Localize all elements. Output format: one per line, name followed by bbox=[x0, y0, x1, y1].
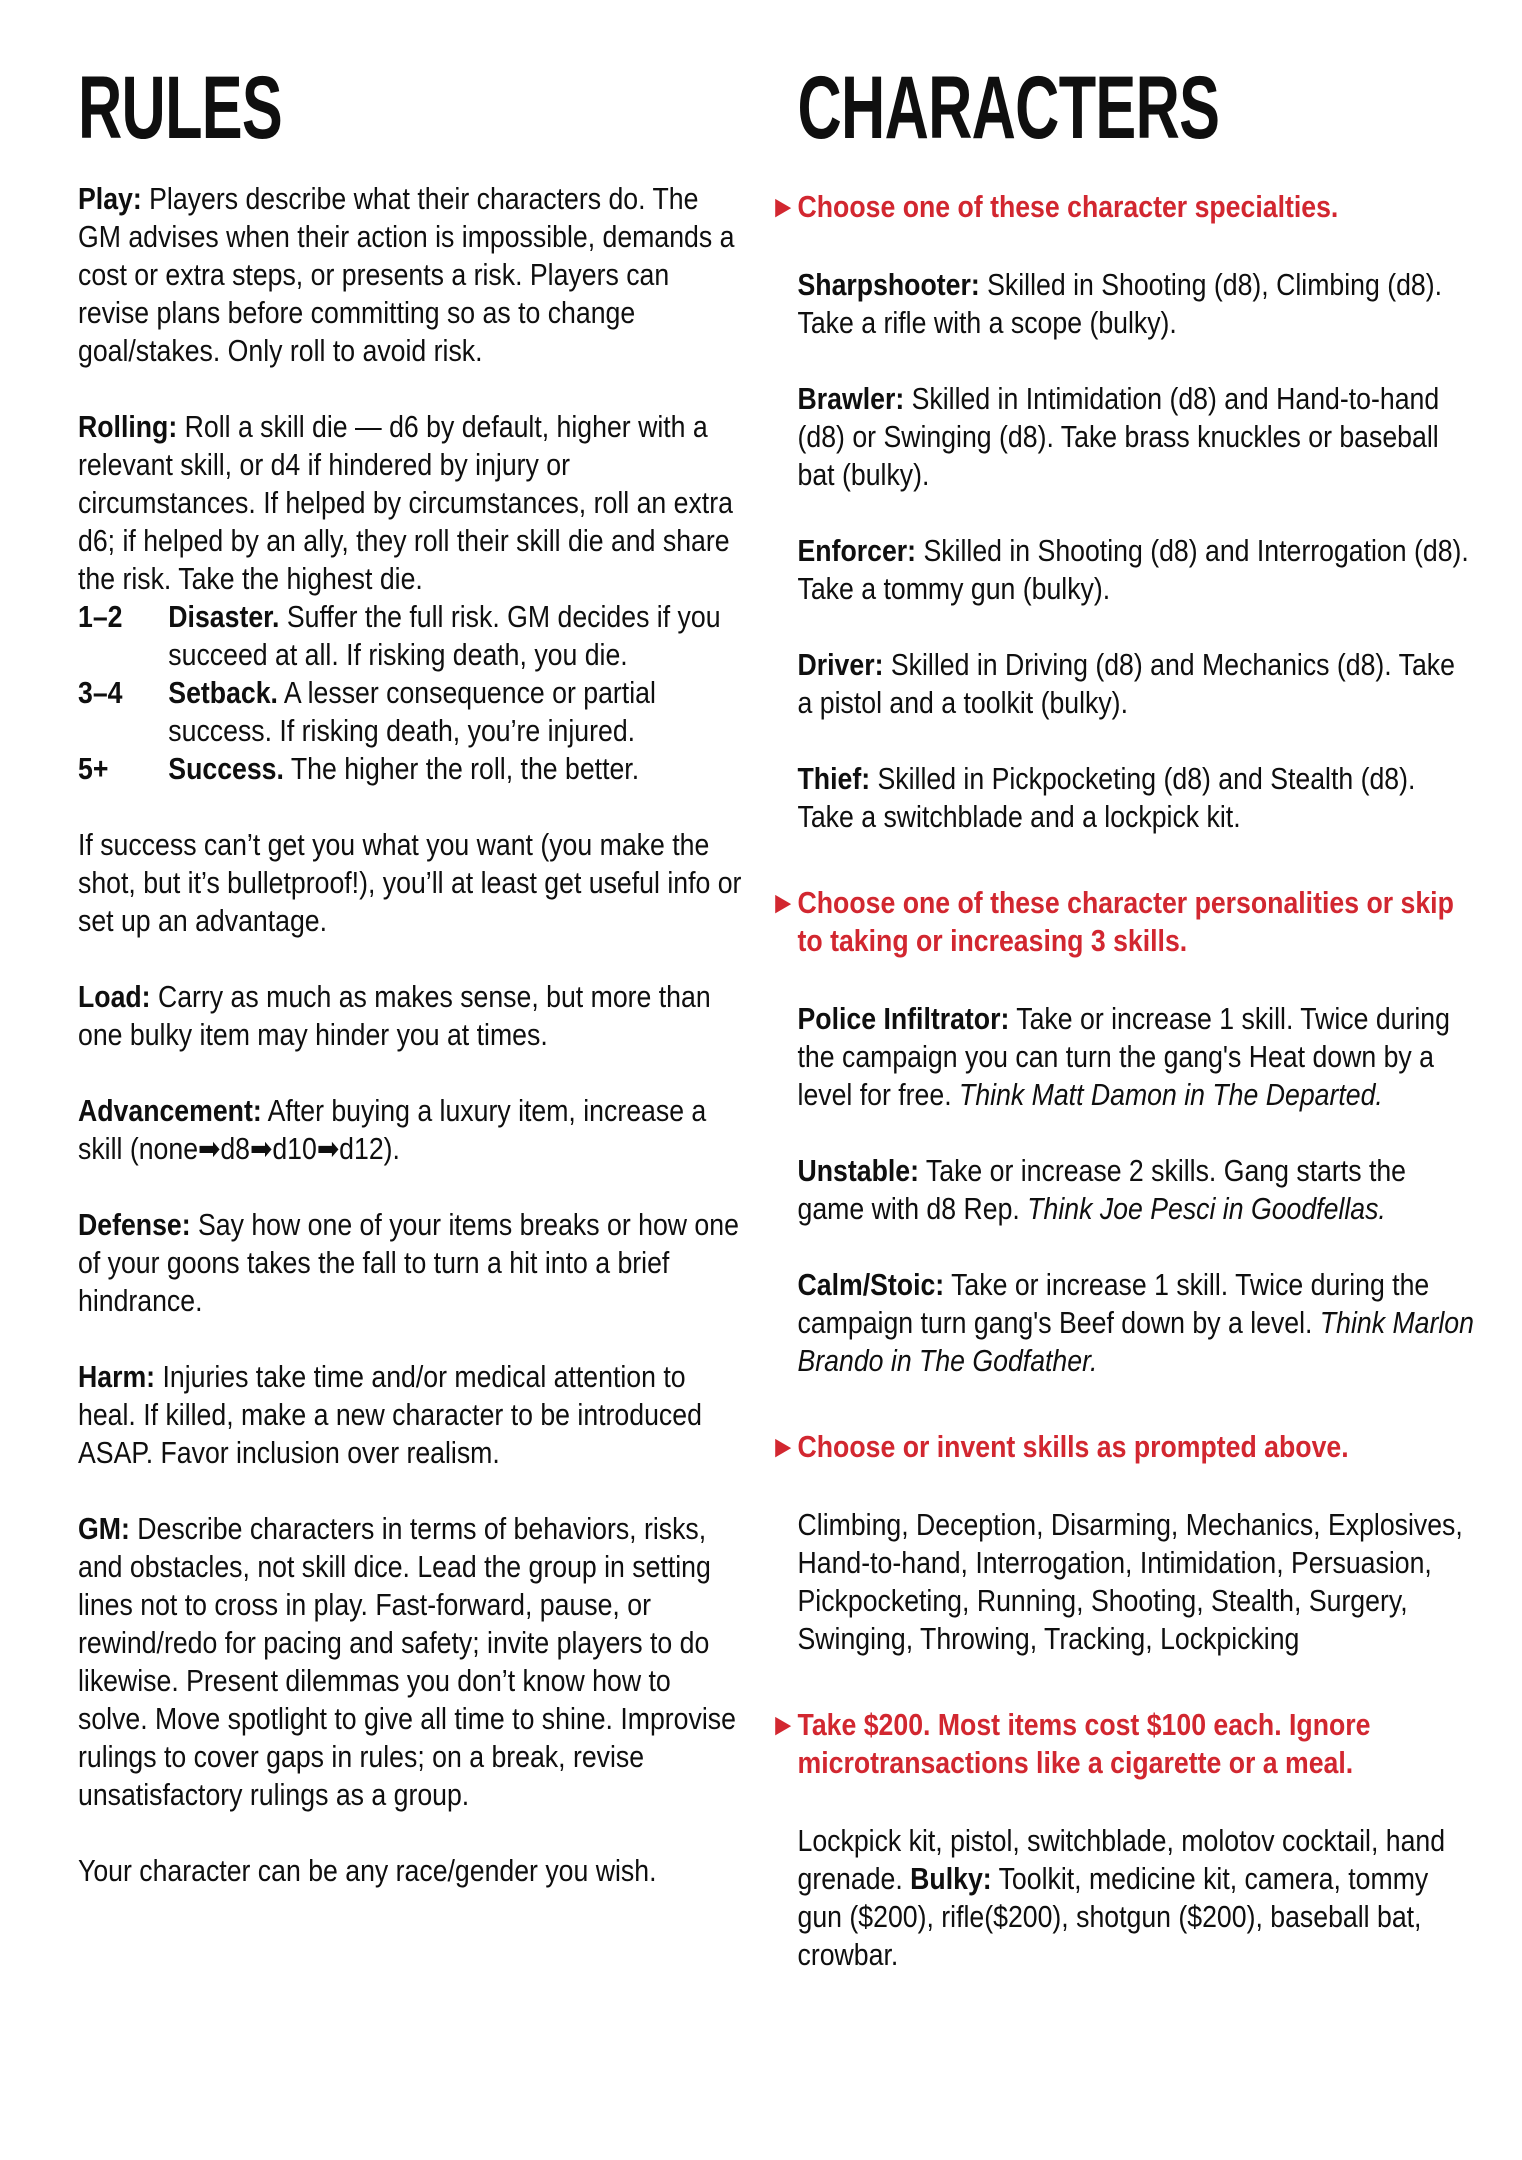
paragraph bbox=[78, 1510, 743, 1814]
rules-title bbox=[78, 55, 743, 160]
text-run: Take or increase 1 skill. Twice during the campaign you can turn the gang's Heat down by a level for free. bbox=[797, 1001, 1450, 1112]
characters-column bbox=[770, 55, 1475, 2012]
section-heading-text bbox=[798, 1428, 1476, 1466]
paragraph bbox=[78, 826, 743, 940]
text-run: Think Marlon Brando in The Godfather. bbox=[797, 1305, 1474, 1378]
characters-title-text: CHARACTERS bbox=[797, 57, 1220, 157]
text-run: Thief: bbox=[797, 761, 871, 796]
text-run: Think Joe Pesci in Goodfellas. bbox=[1027, 1191, 1386, 1226]
paragraph bbox=[78, 978, 743, 1054]
section-heading bbox=[770, 884, 1475, 960]
text-run: The higher the roll, the better. bbox=[283, 751, 640, 786]
paragraph bbox=[798, 1822, 1476, 1974]
paragraph bbox=[798, 380, 1476, 494]
paragraph bbox=[798, 1266, 1476, 1380]
paragraph bbox=[798, 266, 1476, 342]
text-run: Say how one of your items breaks or how one of your goons takes the fall to turn a hit into a brief hindrance. bbox=[78, 1207, 739, 1318]
text-run: Driver: bbox=[797, 647, 884, 682]
heading-text-run: Choose one of these character specialties. bbox=[797, 189, 1339, 224]
text-run: Setback. bbox=[168, 675, 278, 710]
rules-column bbox=[78, 55, 743, 1928]
heading-text-run: Choose one of these character personalities or skip to taking or increasing 3 skills. bbox=[797, 885, 1454, 958]
section-heading bbox=[770, 1706, 1475, 1782]
paragraph bbox=[798, 1152, 1476, 1228]
bullet-arrow-icon: ► bbox=[770, 885, 797, 920]
text-run: GM: bbox=[78, 1511, 130, 1546]
paragraph bbox=[78, 408, 743, 598]
dice-row bbox=[78, 598, 743, 674]
text-run: Skilled in Intimidation (d8) and Hand-to-hand (d8) or Swinging (d8). Take brass knuckles or baseball bat (bulky). bbox=[797, 381, 1440, 492]
text-run: . bbox=[1345, 1745, 1354, 1780]
heading-text-run: Take $200. Most items cost $100 each. Ignore microtransactions like a cigarette or a meal bbox=[797, 1707, 1371, 1780]
text-run: Describe characters in terms of behaviors, risks, and obstacles, not skill dice. Lead the group in setting lines not to cross in play. Fast-forward, pause, or rewind/redo for pacing and safety; invite players to do likewise. Present dilemmas you don’t know how to solve. Move spotlight to give all time to shine. Improvise rulings to cover gaps in rules; on a break, revise unsatisfactory rulings as a group. bbox=[78, 1511, 736, 1812]
bullet-arrow-icon: ► bbox=[770, 189, 797, 224]
paragraph bbox=[798, 1000, 1476, 1114]
text-run: Injuries take time and/or medical attention to heal. If killed, make a new character to be introduced ASAP. Favor inclusion over realism. bbox=[78, 1359, 702, 1470]
text-run: Harm: bbox=[78, 1359, 156, 1394]
text-run: Your character can be any race/gender you wish. bbox=[78, 1853, 657, 1888]
rules-content bbox=[78, 180, 743, 1890]
text-run: A lesser consequence or partial success. If risking death, you’re injured. bbox=[168, 675, 656, 748]
dice-row bbox=[78, 674, 743, 750]
characters-content bbox=[770, 188, 1475, 1974]
section-heading bbox=[770, 1428, 1475, 1466]
text-run: Advancement: bbox=[78, 1093, 262, 1128]
text-run: Success. bbox=[168, 751, 284, 786]
paragraph bbox=[798, 760, 1476, 836]
paragraph bbox=[78, 1852, 743, 1890]
text-run: Rolling: bbox=[78, 409, 178, 444]
text-run: Police Infiltrator: bbox=[797, 1001, 1010, 1036]
section-heading-text bbox=[798, 1706, 1476, 1782]
text-run: Skilled in Driving (d8) and Mechanics (d8). Take a pistol and a toolkit (bulky). bbox=[797, 647, 1455, 720]
dice-range: 5+ bbox=[78, 751, 109, 786]
dice-result bbox=[168, 674, 742, 750]
dice-results-table bbox=[78, 598, 743, 788]
text-run: After buying a luxury item, increase a skill (none➡d8➡d10➡d12). bbox=[78, 1093, 707, 1166]
dice-range: 3–4 bbox=[78, 675, 123, 710]
paragraph bbox=[798, 1506, 1476, 1658]
text-run: Lockpick kit, pistol, switchblade, molotov cocktail, hand grenade. bbox=[797, 1823, 1446, 1896]
heading-text-run: Choose or invent skills as prompted above. bbox=[797, 1429, 1349, 1464]
text-run: Carry as much as makes sense, but more than one bulky item may hinder you at times. bbox=[78, 979, 711, 1052]
dice-result bbox=[168, 750, 742, 788]
paragraph bbox=[78, 1358, 743, 1472]
text-run: Bulky: bbox=[910, 1861, 992, 1896]
text-run: Climbing, Deception, Disarming, Mechanics, Explosives, Hand-to-hand, Interrogation, Intimidation, Persuasion, Pickpocketing, Running, Shooting, Stealth, Surgery, Swinging, Throwing, Tracking, Lockpicking bbox=[797, 1507, 1463, 1656]
text-run: Skilled in Pickpocketing (d8) and Stealth (d8). Take a switchblade and a lockpick kit. bbox=[797, 761, 1416, 834]
rules-title-text: RULES bbox=[78, 57, 283, 157]
text-run: Take or increase 2 skills. Gang starts the game with d8 Rep. bbox=[797, 1153, 1407, 1226]
paragraph bbox=[78, 180, 743, 370]
paragraph bbox=[798, 532, 1476, 608]
text-run: Defense: bbox=[78, 1207, 191, 1242]
bullet-arrow-icon: ► bbox=[770, 1707, 797, 1742]
text-run: Calm/Stoic: bbox=[797, 1267, 945, 1302]
text-run: Players describe what their characters do. The GM advises when their action is impossible, demands a cost or extra steps, or presents a risk. Players can revise plans before committing so as to change goal/stakes. Only roll to avoid risk. bbox=[78, 181, 735, 368]
section-heading bbox=[770, 188, 1475, 226]
text-run: Take or increase 1 skill. Twice during the campaign turn gang's Beef down by a level. bbox=[797, 1267, 1430, 1340]
dice-result bbox=[168, 598, 742, 674]
text-run: Play: bbox=[78, 181, 142, 216]
dice-range: 1–2 bbox=[78, 599, 123, 634]
dice-row bbox=[78, 750, 743, 788]
text-run: Think Matt Damon in The Departed. bbox=[959, 1077, 1383, 1112]
text-run: Disaster. bbox=[168, 599, 280, 634]
paragraph bbox=[798, 646, 1476, 722]
text-run: If success can’t get you what you want (you make the shot, but it’s bulletproof!), you’ll at least get useful info or set up an advantage. bbox=[78, 827, 742, 938]
text-run: Skilled in Shooting (d8), Climbing (d8). Take a rifle with a scope (bulky). bbox=[797, 267, 1443, 340]
text-run: Load: bbox=[78, 979, 151, 1014]
section-heading-text bbox=[798, 188, 1476, 226]
bullet-arrow-icon: ► bbox=[770, 1429, 797, 1464]
text-run: Sharpshooter: bbox=[797, 267, 980, 302]
text-run: Brawler: bbox=[797, 381, 905, 416]
characters-title bbox=[798, 55, 1476, 160]
text-run: Roll a skill die — d6 by default, higher with a relevant skill, or d4 if hindered by injury or circumstances. If helped by circumstances, roll an extra d6; if helped by an ally, they roll their skill die and share the risk. Take the highest die. bbox=[78, 409, 733, 596]
text-run: Enforcer: bbox=[797, 533, 917, 568]
paragraph bbox=[78, 1092, 743, 1168]
text-run: Skilled in Shooting (d8) and Interrogation (d8). Take a tommy gun (bulky). bbox=[797, 533, 1469, 606]
section-heading-text bbox=[798, 884, 1476, 960]
text-run: Suffer the full risk. GM decides if you succeed at all. If risking death, you die. bbox=[168, 599, 721, 672]
rolling-block bbox=[78, 408, 743, 788]
paragraph bbox=[78, 1206, 743, 1320]
text-run: Toolkit, medicine kit, camera, tommy gun ($200), rifle($200), shotgun ($200), baseball bat, crowbar. bbox=[797, 1861, 1429, 1972]
text-run: Unstable: bbox=[797, 1153, 919, 1188]
